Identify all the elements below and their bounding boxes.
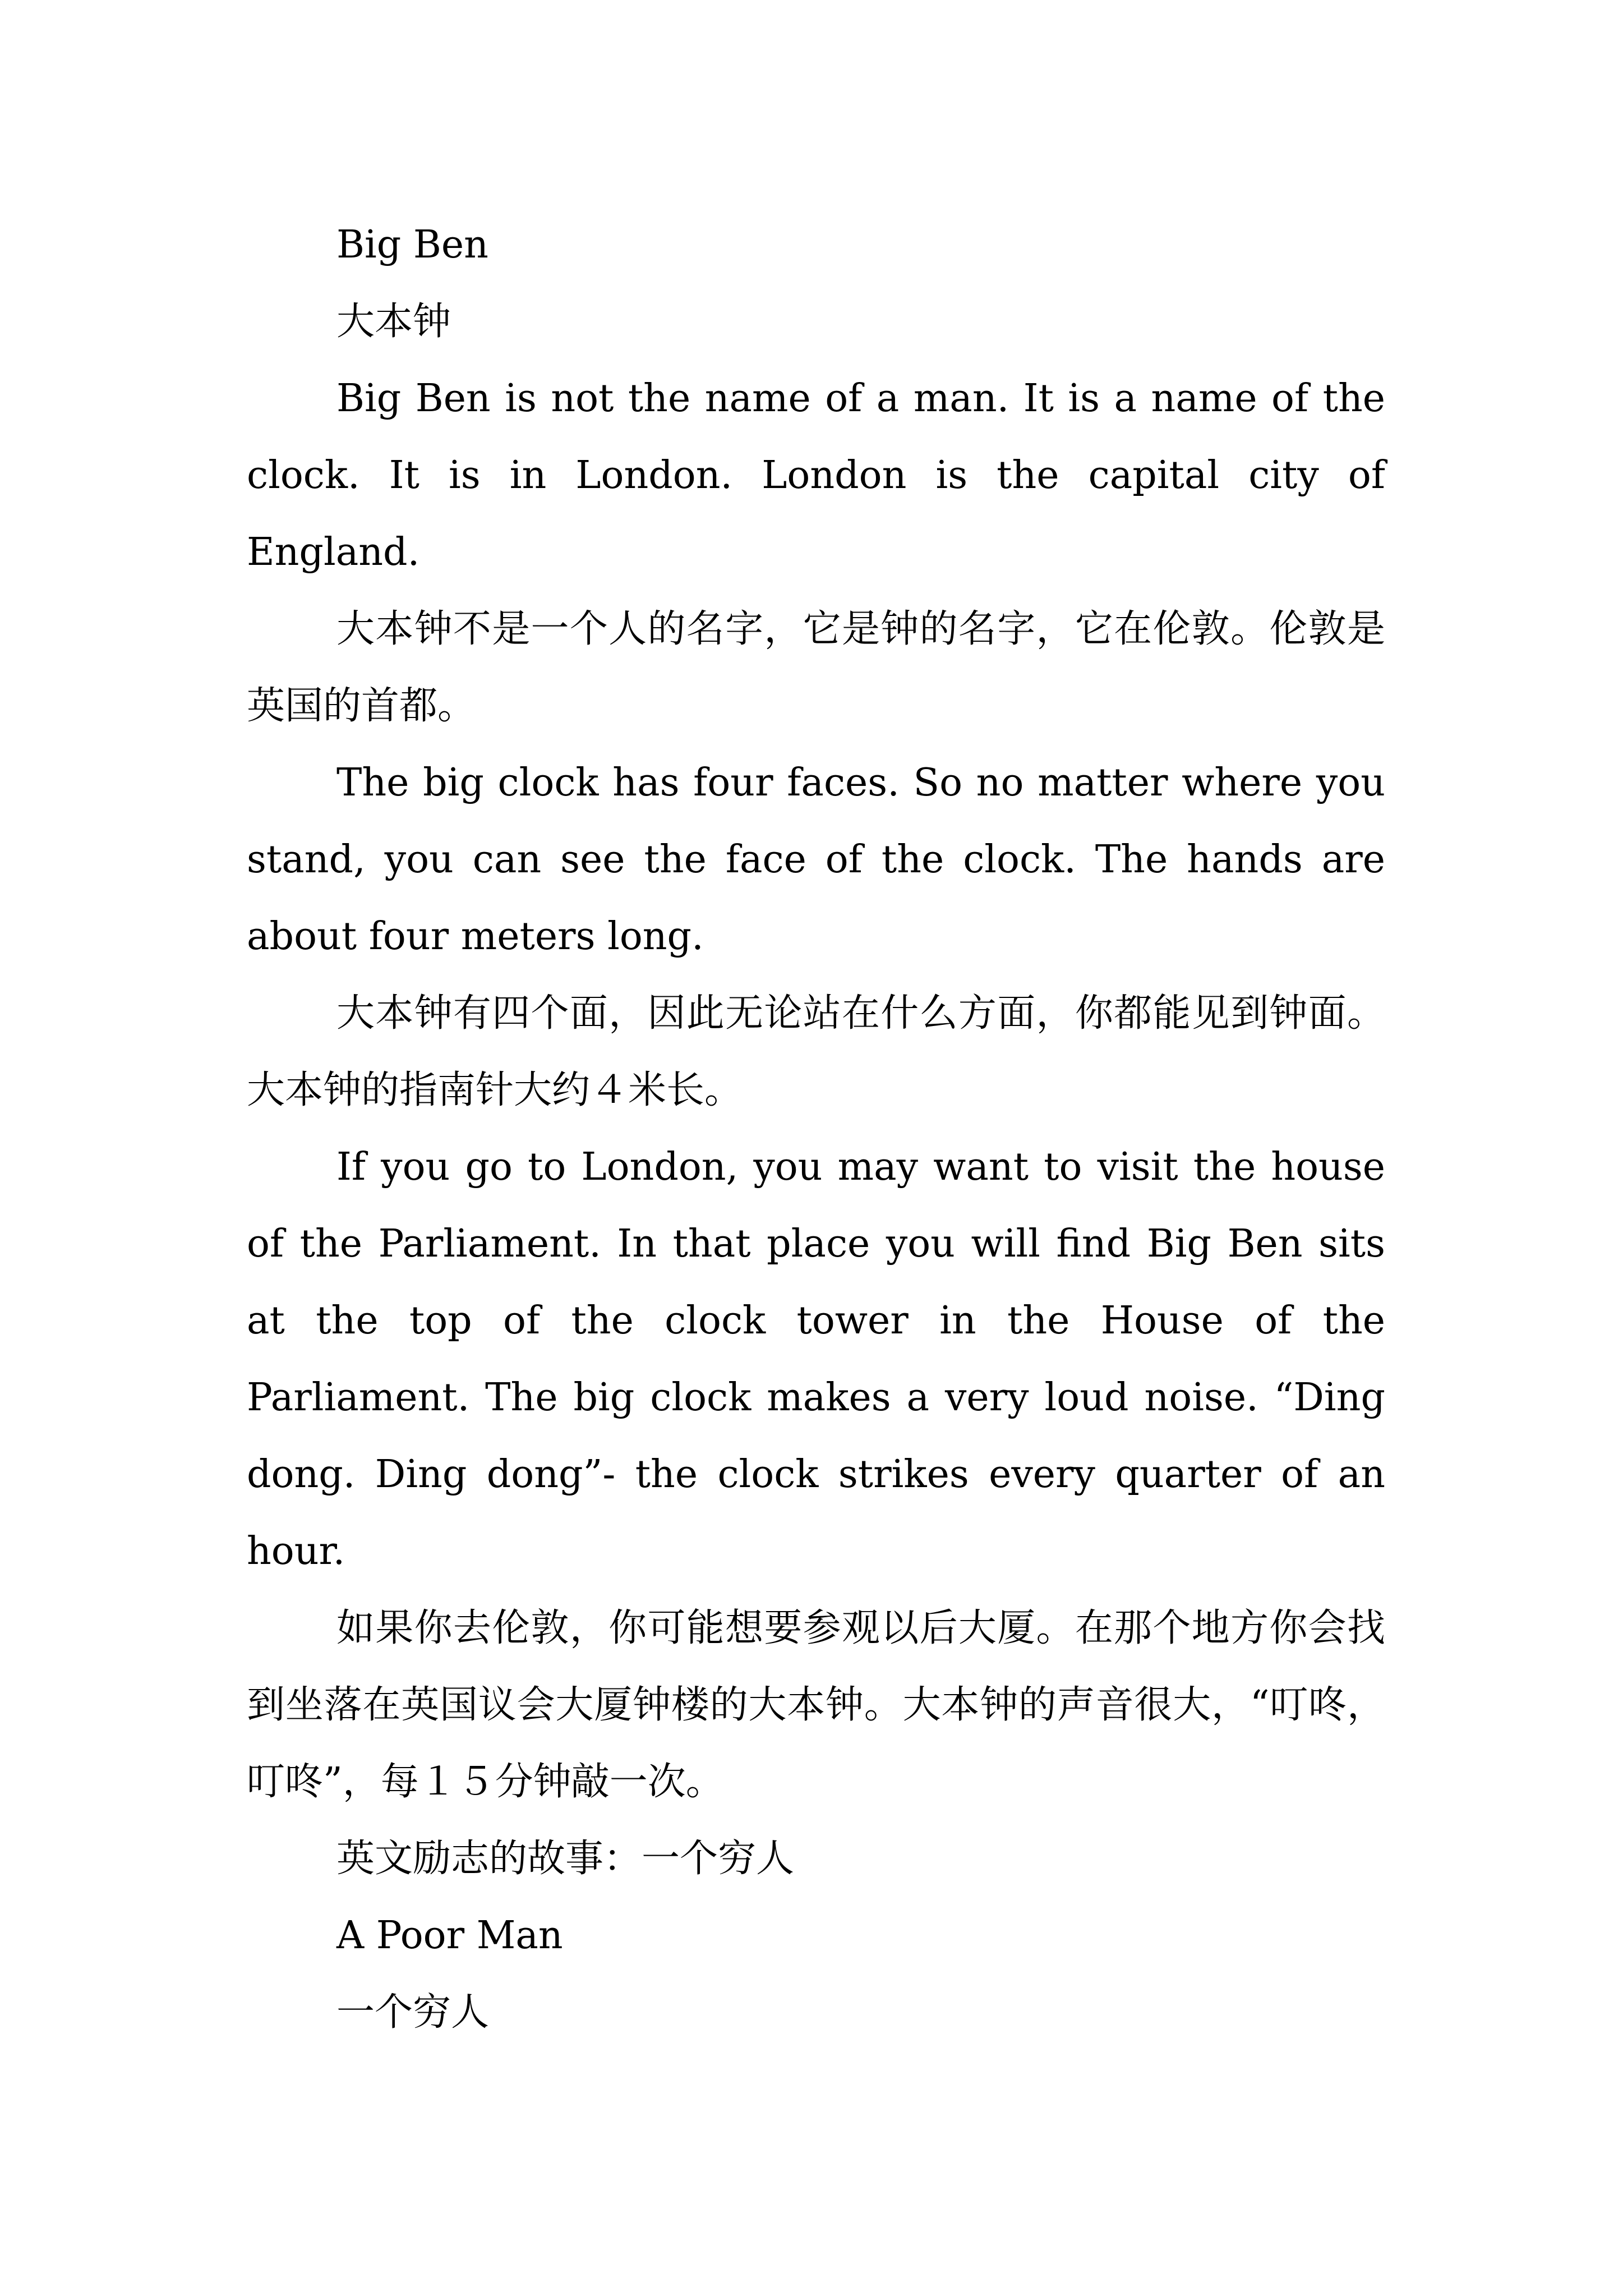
paragraph-3-chinese-text: 如果你去伦敦，你可能想要参观以后大厦。在那个地方你会找到坐落在英国议会大厦钟楼的大本钟。大本钟的声音很大，“叮咚，叮咚”，每１５分钟敲一次。 [247,1606,1385,1804]
paragraph-3-chinese [247,1590,1385,1820]
paragraph-1-chinese-text: 大本钟不是一个人的名字，它是钟的名字，它在伦敦。伦敦是英国的首都。 [247,607,1385,728]
paragraph-1-english [247,360,1385,591]
paragraph-1-chinese [247,591,1385,744]
paragraph-3-english-text: If you go to London, you may want to visit the house of the Parliament. In that place you will find Big Ben sits at the top of the clock tower in the House of the Parliament. The big clock makes a very loud noise. “Ding dong. Ding dong”- the clock strikes every quarter of an hour. [247,1145,1385,1573]
paragraph-2-english [247,744,1385,975]
paragraph-2-chinese [247,975,1385,1129]
paragraph-2-english-text: The big clock has four faces. So no matter where you stand, you can see the face of the clock. The hands are about four meters long. [247,761,1385,959]
story-title-chinese: 一个穷人 [336,1990,490,2035]
paragraph-3-english [247,1129,1385,1590]
paragraph-2-chinese-text: 大本钟有四个面，因此无论站在什么方面，你都能见到钟面。大本钟的指南针大约４米长。 [247,991,1385,1112]
story-title-english: A Poor Man [336,1913,563,1958]
title-chinese: 大本钟 [336,300,451,344]
section-heading: 英文励志的故事：一个穷人 [336,1837,795,1881]
paragraph-1-english-text: Big Ben is not the name of a man. It is a name of the clock. It is in London. London is the capital city of England. [247,376,1385,574]
title-english: Big Ben [336,223,488,267]
document-body [247,206,1385,2051]
